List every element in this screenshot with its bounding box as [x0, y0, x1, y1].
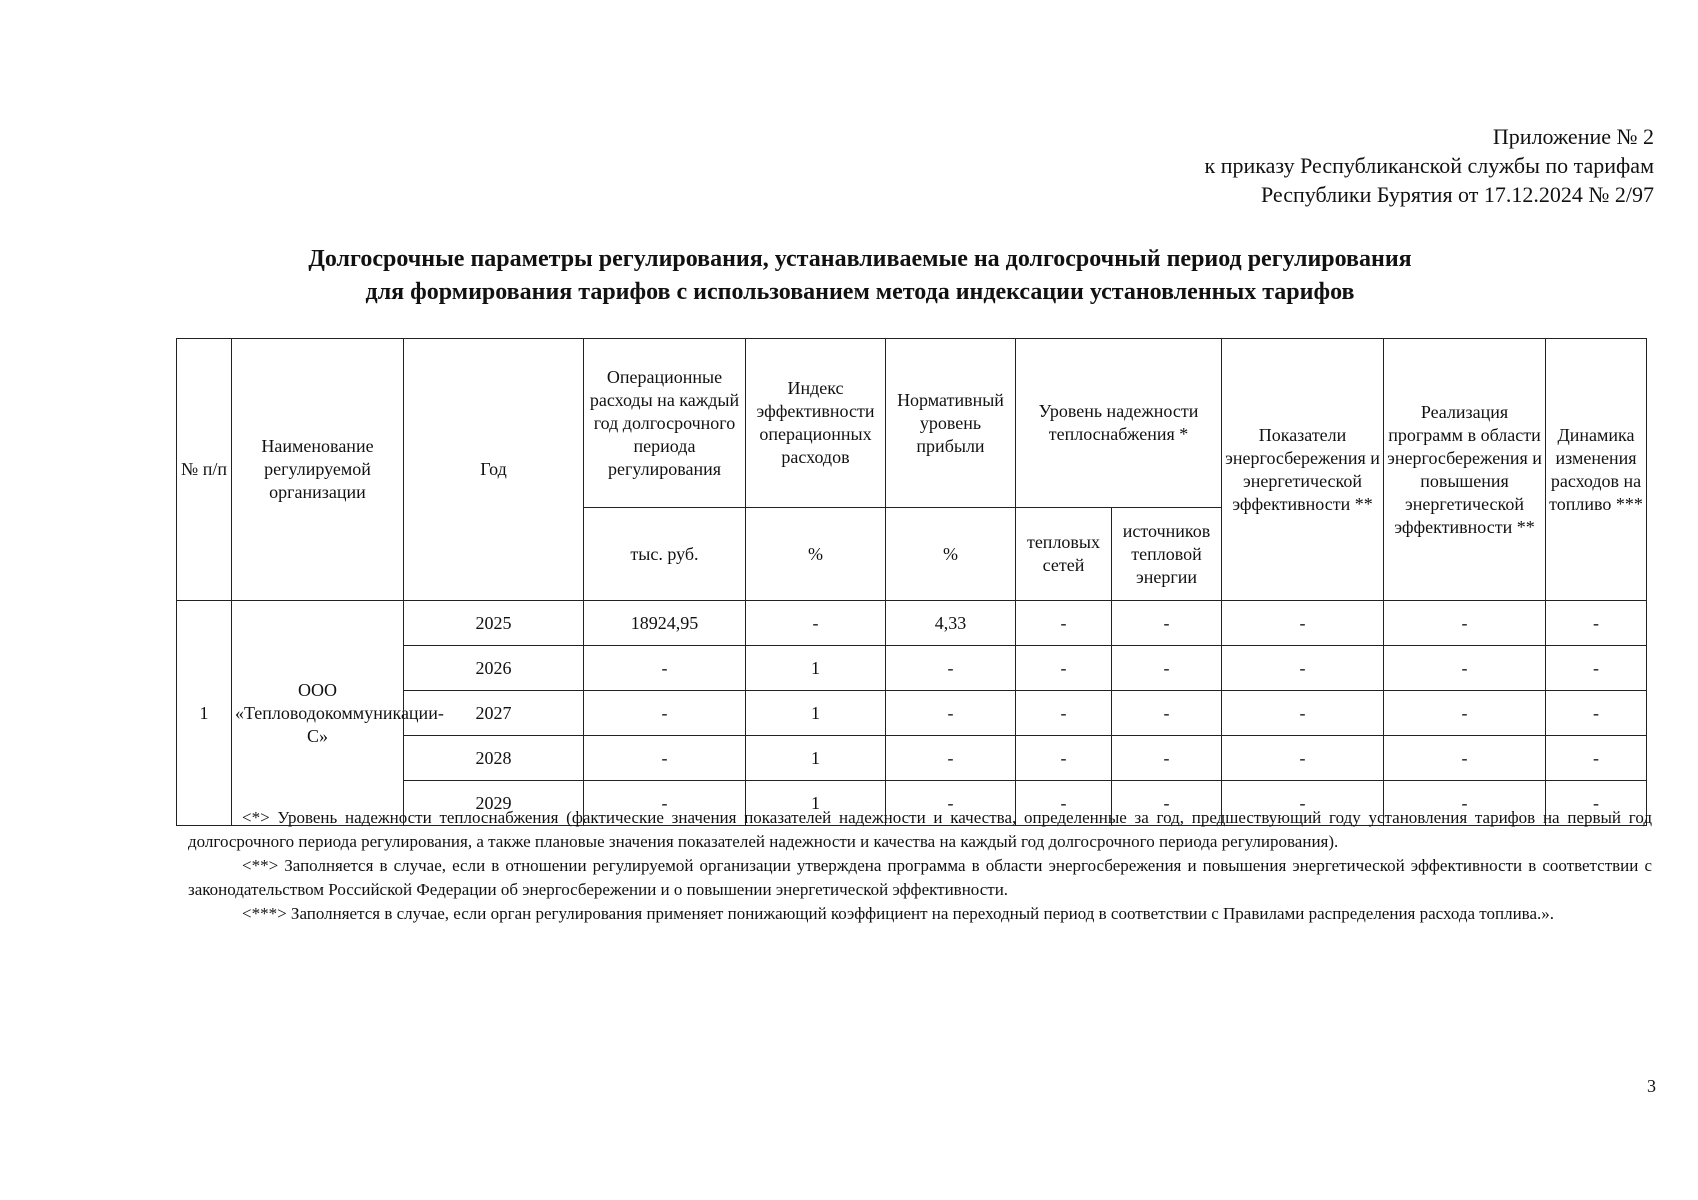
header-num: № п/п	[177, 339, 232, 601]
fuel-cell: -	[1546, 736, 1647, 781]
org-name-cell: ООО «Тепловодокоммуникации-С»	[232, 601, 404, 826]
header-efficiency-index: Индекс эффективности операционных расходов	[746, 339, 886, 508]
profit-cell: -	[886, 646, 1016, 691]
programs-cell: -	[1384, 601, 1546, 646]
profit-cell: 4,33	[886, 601, 1016, 646]
sources-cell: -	[1112, 781, 1222, 826]
fuel-cell: -	[1546, 691, 1647, 736]
networks-cell: -	[1016, 736, 1112, 781]
header-opex: Операционные расходы на каждый год долгосрочного периода регулирования	[584, 339, 746, 508]
year-cell: 2029	[404, 781, 584, 826]
appendix-line-2: к приказу Республиканской службы по тарифам	[1204, 153, 1654, 178]
header-profit-level: Нормативный уровень прибыли	[886, 339, 1016, 508]
energy-cell: -	[1222, 736, 1384, 781]
parameters-table	[176, 338, 1647, 826]
networks-cell: -	[1016, 646, 1112, 691]
year-cell: 2025	[404, 601, 584, 646]
energy-cell: -	[1222, 601, 1384, 646]
opex-cell: 18924,95	[584, 601, 746, 646]
year-cell: 2028	[404, 736, 584, 781]
unit-profit: %	[886, 508, 1016, 601]
header-reliability: Уровень надежности теплоснабжения *	[1016, 339, 1222, 508]
footnote-energy-saving: <**> Заполняется в случае, если в отношении регулируемой организации утверждена программа в области энергосбережения и повышения энергетической эффективности в соответствии с законодательством Российской Федерации об энергосбережении и о повышении энергетической эффективности.	[188, 856, 1652, 899]
sources-cell: -	[1112, 691, 1222, 736]
programs-cell: -	[1384, 736, 1546, 781]
networks-cell: -	[1016, 691, 1112, 736]
profit-cell: -	[886, 736, 1016, 781]
footnotes	[188, 806, 1652, 926]
opex-cell: -	[584, 691, 746, 736]
programs-cell: -	[1384, 691, 1546, 736]
header-heat-sources: источников тепловой энергии	[1112, 508, 1222, 601]
energy-cell: -	[1222, 646, 1384, 691]
profit-cell: -	[886, 691, 1016, 736]
fuel-cell: -	[1546, 646, 1647, 691]
index-cell: -	[746, 601, 886, 646]
footnote-reliability: <*> Уровень надежности теплоснабжения (фактические значения показателей надежности и качества, определенные за год, предшествующий году установления тарифов на первый год долгосрочного периода регулирования, а также плановые значения показателей надежности и качества на каждый год долгосрочного периода регулирования).	[188, 808, 1652, 851]
year-cell: 2027	[404, 691, 584, 736]
org-number-cell: 1	[177, 601, 232, 826]
document-title	[200, 243, 1520, 309]
title-line-2: для формирования тарифов с использованием метода индексации установленных тарифов	[365, 279, 1355, 305]
footnote-fuel: <***> Заполняется в случае, если орган регулирования применяет понижающий коэффициент на переходный период в соответствии с Правилами распределения расхода топлива.».	[242, 904, 1555, 923]
header-energy-saving: Показатели энергосбережения и энергетической эффективности **	[1222, 339, 1384, 601]
index-cell: 1	[746, 646, 886, 691]
header-programs: Реализация программ в области энергосбережения и повышения энергетической эффективности **	[1384, 339, 1546, 601]
appendix-header	[1205, 122, 1654, 209]
networks-cell: -	[1016, 601, 1112, 646]
energy-cell: -	[1222, 691, 1384, 736]
fuel-cell: -	[1546, 601, 1647, 646]
index-cell: 1	[746, 781, 886, 826]
appendix-line-3: Республики Бурятия от 17.12.2024 № 2/97	[1260, 182, 1654, 207]
programs-cell: -	[1384, 646, 1546, 691]
header-year: Год	[404, 339, 584, 601]
index-cell: 1	[746, 736, 886, 781]
unit-index: %	[746, 508, 886, 601]
page-number: 3	[1647, 1076, 1656, 1096]
table-row	[177, 601, 1647, 646]
header-organization: Наименование регулируемой организации	[232, 339, 404, 601]
year-cell: 2026	[404, 646, 584, 691]
header-row-main	[177, 339, 1647, 508]
opex-cell: -	[584, 736, 746, 781]
title-line-1: Долгосрочные параметры регулирования, устанавливаемые на долгосрочный период регулирования	[308, 246, 1412, 272]
appendix-line-1: Приложение № 2	[1492, 124, 1654, 149]
header-fuel-dynamics: Динамика изменения расходов на топливо ***	[1546, 339, 1647, 601]
programs-cell: -	[1384, 781, 1546, 826]
networks-cell: -	[1016, 781, 1112, 826]
energy-cell: -	[1222, 781, 1384, 826]
opex-cell: -	[584, 646, 746, 691]
index-cell: 1	[746, 691, 886, 736]
profit-cell: -	[886, 781, 1016, 826]
header-heat-networks: тепловых сетей	[1016, 508, 1112, 601]
sources-cell: -	[1112, 736, 1222, 781]
sources-cell: -	[1112, 601, 1222, 646]
sources-cell: -	[1112, 646, 1222, 691]
fuel-cell: -	[1546, 781, 1647, 826]
unit-opex: тыс. руб.	[584, 508, 746, 601]
opex-cell: -	[584, 781, 746, 826]
